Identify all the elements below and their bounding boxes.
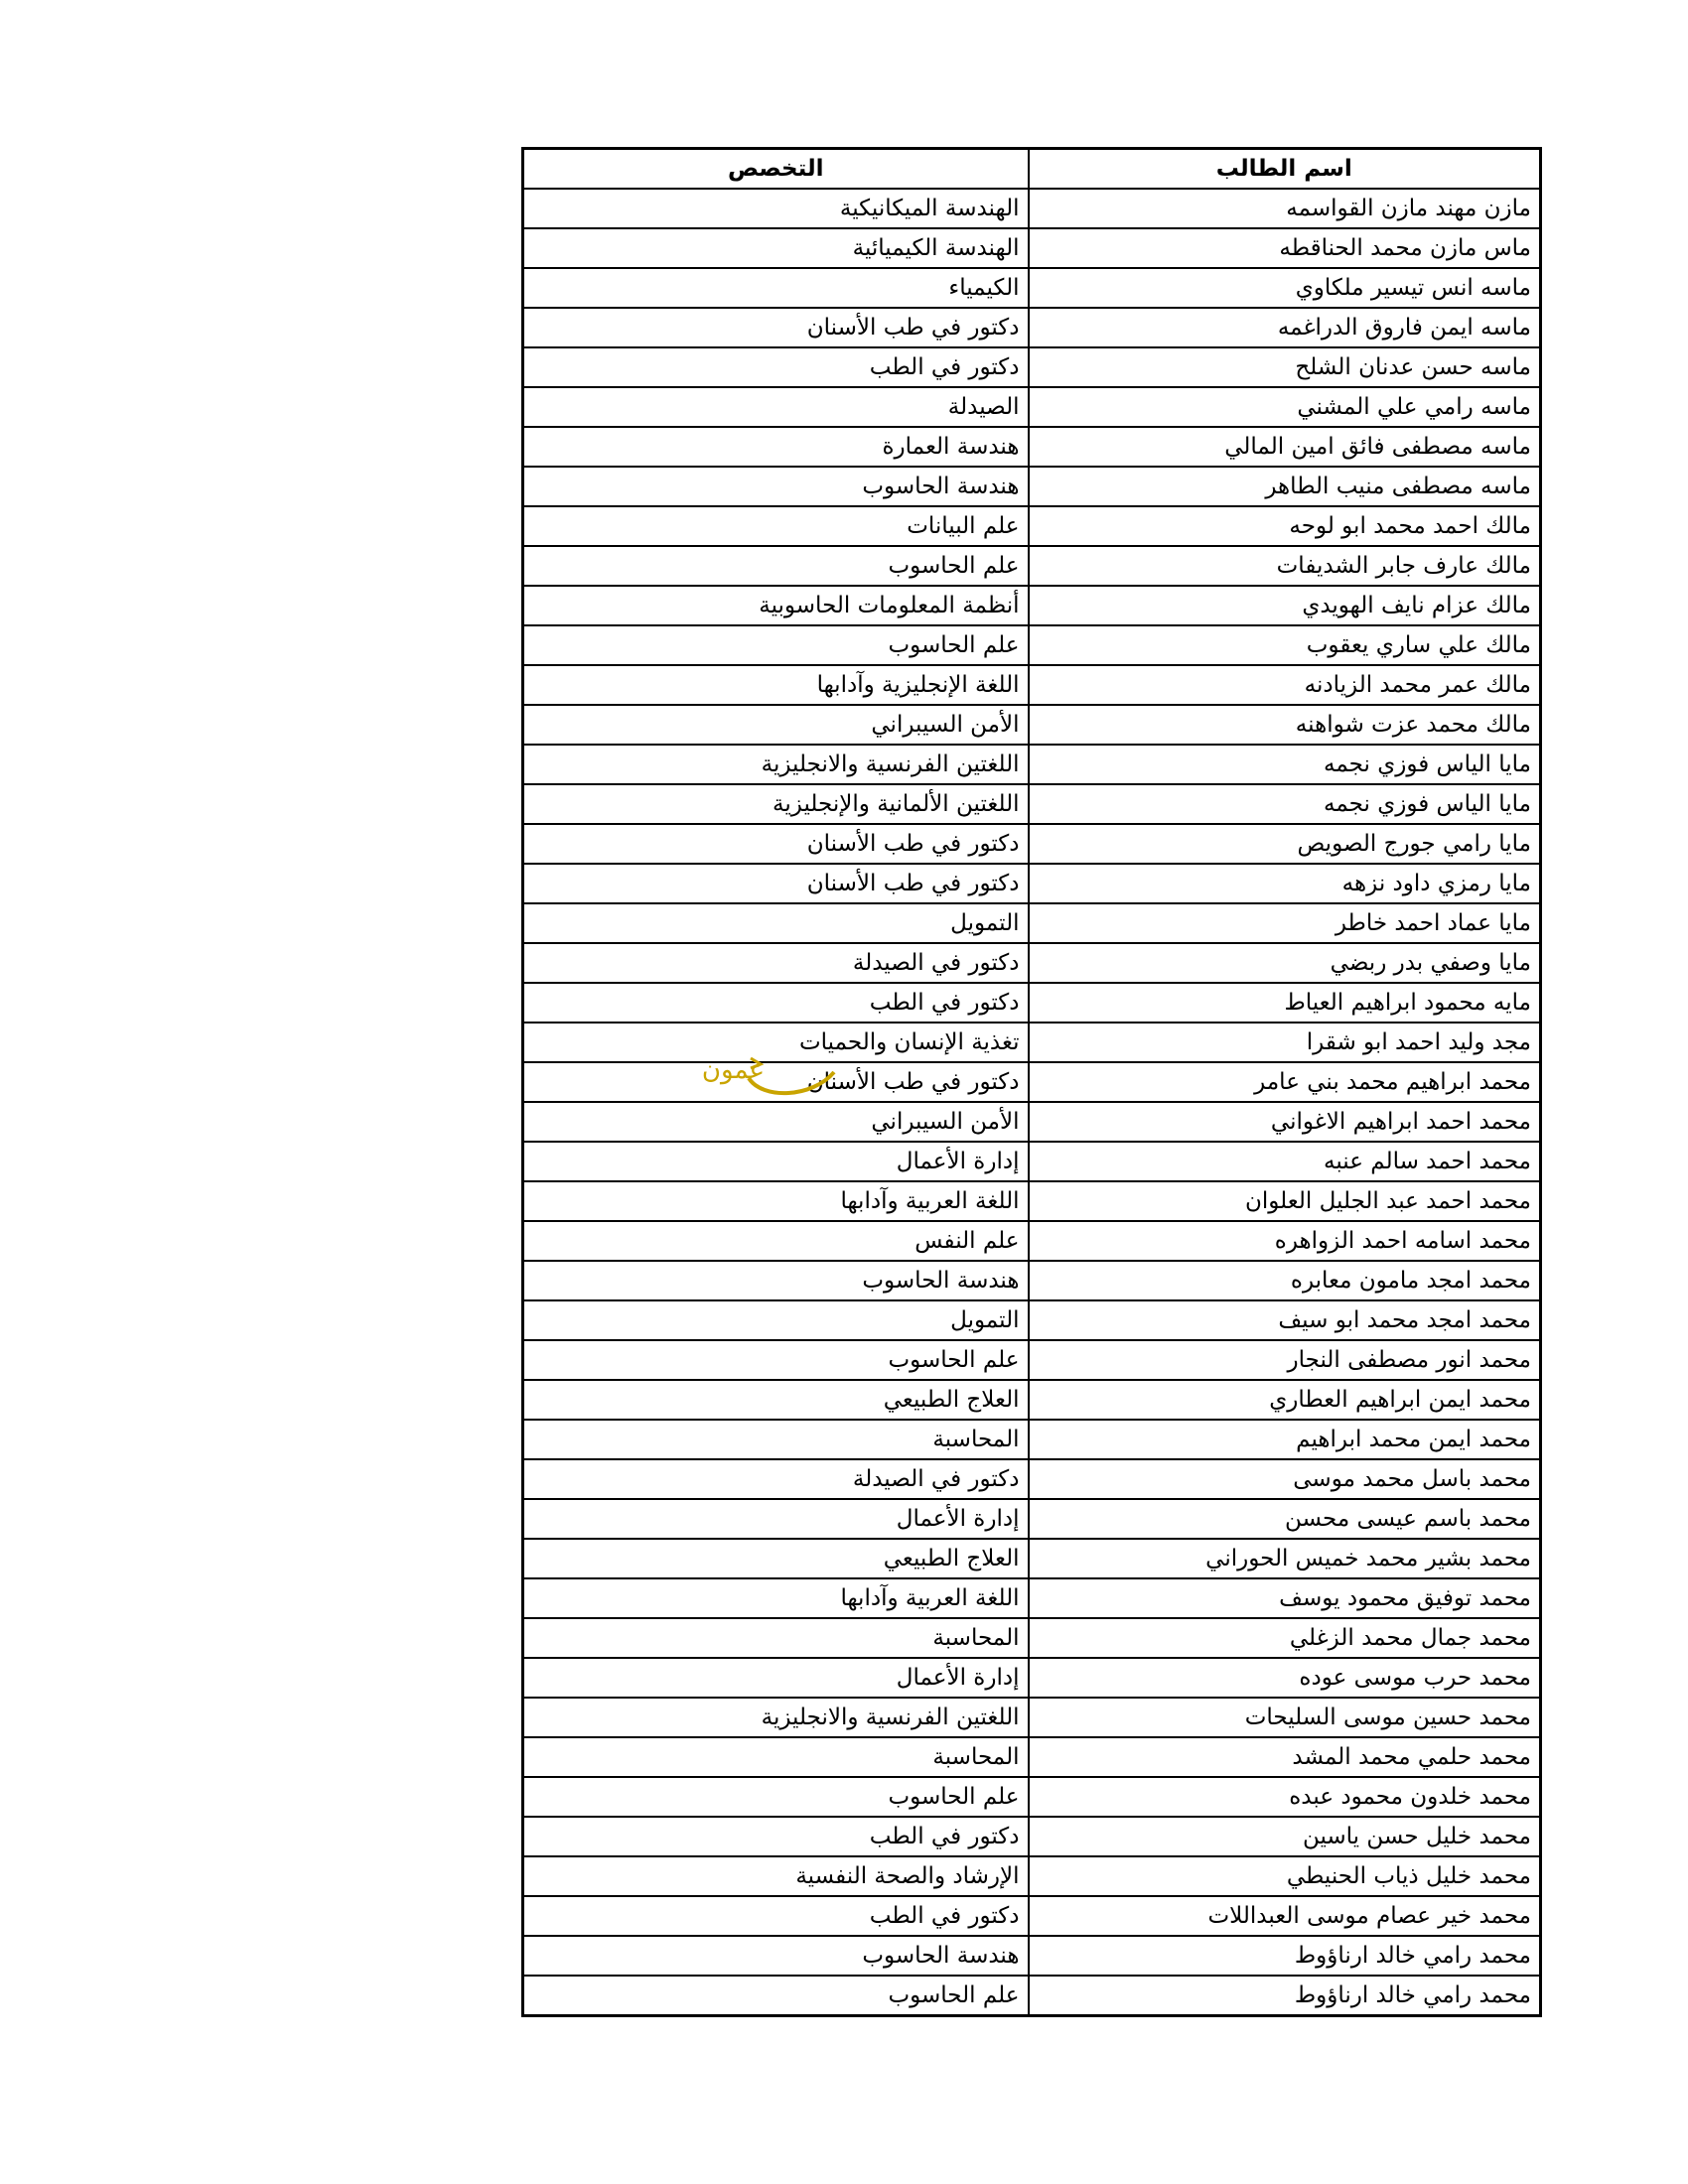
student-name-cell: محمد ايمن ابراهيم العطاري bbox=[1029, 1380, 1541, 1420]
table-row bbox=[523, 1777, 1541, 1817]
student-name-cell: محمد انور مصطفى النجار bbox=[1029, 1340, 1541, 1380]
major-cell: اللغتين الألمانية والإنجليزية bbox=[523, 784, 1029, 824]
table-row bbox=[523, 705, 1541, 745]
table-row bbox=[523, 1936, 1541, 1976]
major-cell: اللغة العربية وآدابها bbox=[523, 1578, 1029, 1618]
major-cell: اللغة الإنجليزية وآدابها bbox=[523, 665, 1029, 705]
student-name-cell: محمد اسامه احمد الزواهره bbox=[1029, 1221, 1541, 1261]
table-row bbox=[523, 1856, 1541, 1896]
table-row bbox=[523, 228, 1541, 268]
student-name-cell: ماسه رامي علي المشني bbox=[1029, 387, 1541, 427]
student-name-cell: محمد باسم عيسى محسن bbox=[1029, 1499, 1541, 1539]
student-name-cell: ماسه مصطفى فائق امين المالي bbox=[1029, 427, 1541, 467]
watermark-logo bbox=[701, 1042, 842, 1102]
major-cell: علم البيانات bbox=[523, 506, 1029, 546]
student-name-cell: محمد حسين موسى السليحات bbox=[1029, 1698, 1541, 1737]
student-name-cell: محمد خليل ذياب الحنيطي bbox=[1029, 1856, 1541, 1896]
table-row bbox=[523, 189, 1541, 228]
student-name-cell: محمد رامي خالد ارناؤوط bbox=[1029, 1936, 1541, 1976]
table-row bbox=[523, 1420, 1541, 1459]
students-table bbox=[521, 147, 1542, 2017]
major-cell: دكتور في طب الأسنان bbox=[523, 864, 1029, 903]
major-cell: دكتور في الطب bbox=[523, 983, 1029, 1023]
major-cell: التمويل bbox=[523, 903, 1029, 943]
major-cell: علم النفس bbox=[523, 1221, 1029, 1261]
table-row bbox=[523, 1698, 1541, 1737]
major-cell: علم الحاسوب bbox=[523, 625, 1029, 665]
major-cell: علم الحاسوب bbox=[523, 1976, 1029, 2016]
table-row bbox=[523, 1976, 1541, 2016]
student-name-cell: مايا رامي جورج الصويص bbox=[1029, 824, 1541, 864]
student-name-cell: ماس مازن محمد الحناقطه bbox=[1029, 228, 1541, 268]
student-name-cell: مالك عزام نايف الهويدي bbox=[1029, 586, 1541, 625]
table-row bbox=[523, 1817, 1541, 1856]
major-cell: الأمن السيبراني bbox=[523, 705, 1029, 745]
student-name-cell: محمد احمد سالم عنبه bbox=[1029, 1142, 1541, 1181]
student-name-cell: مايا عماد احمد خاطر bbox=[1029, 903, 1541, 943]
table-row bbox=[523, 1618, 1541, 1658]
major-cell: دكتور في الطب bbox=[523, 347, 1029, 387]
major-cell: الهندسة الكيميائية bbox=[523, 228, 1029, 268]
major-cell: أنظمة المعلومات الحاسوبية bbox=[523, 586, 1029, 625]
student-name-cell: محمد حرب موسى عوده bbox=[1029, 1658, 1541, 1698]
table-row bbox=[523, 506, 1541, 546]
major-cell: دكتور في طب الأسنان bbox=[523, 824, 1029, 864]
table-row bbox=[523, 745, 1541, 784]
table-row bbox=[523, 1221, 1541, 1261]
major-cell: هندسة الحاسوب bbox=[523, 1936, 1029, 1976]
table-row bbox=[523, 546, 1541, 586]
table-row bbox=[523, 586, 1541, 625]
table-row bbox=[523, 467, 1541, 506]
table-row bbox=[523, 1499, 1541, 1539]
major-cell: هندسة العمارة bbox=[523, 427, 1029, 467]
student-name-cell: محمد ابراهيم محمد بني عامر bbox=[1029, 1062, 1541, 1102]
major-cell: إدارة الأعمال bbox=[523, 1658, 1029, 1698]
student-name-cell: محمد احمد ابراهيم الاغواني bbox=[1029, 1102, 1541, 1142]
major-cell: الأمن السيبراني bbox=[523, 1102, 1029, 1142]
student-name-cell: محمد خليل حسن ياسين bbox=[1029, 1817, 1541, 1856]
student-name-cell: محمد خلدون محمود عبده bbox=[1029, 1777, 1541, 1817]
major-cell: دكتور في طب الأسنان bbox=[523, 1062, 1029, 1102]
table-row bbox=[523, 308, 1541, 347]
major-cell: المحاسبة bbox=[523, 1737, 1029, 1777]
student-name-cell: مالك علي ساري يعقوب bbox=[1029, 625, 1541, 665]
table-row bbox=[523, 1459, 1541, 1499]
table-row bbox=[523, 1737, 1541, 1777]
student-name-cell: محمد رامي خالد ارناؤوط bbox=[1029, 1976, 1541, 2016]
table-row bbox=[523, 1578, 1541, 1618]
table-row bbox=[523, 625, 1541, 665]
table-row bbox=[523, 864, 1541, 903]
table-row bbox=[523, 1102, 1541, 1142]
table-row bbox=[523, 784, 1541, 824]
major-cell: دكتور في الطب bbox=[523, 1817, 1029, 1856]
table-row bbox=[523, 1261, 1541, 1300]
student-name-cell: محمد احمد عبد الجليل العلوان bbox=[1029, 1181, 1541, 1221]
table-row bbox=[523, 1658, 1541, 1698]
table-row bbox=[523, 665, 1541, 705]
student-name-cell: محمد ايمن محمد ابراهيم bbox=[1029, 1420, 1541, 1459]
table-row bbox=[523, 347, 1541, 387]
student-name-cell: محمد بشير محمد خميس الحوراني bbox=[1029, 1539, 1541, 1578]
table-row bbox=[523, 943, 1541, 983]
major-header: التخصص bbox=[523, 149, 1029, 190]
student-name-cell: مالك عمر محمد الزيادنه bbox=[1029, 665, 1541, 705]
student-name-cell: مايا وصفي بدر ربضي bbox=[1029, 943, 1541, 983]
major-cell: دكتور في الطب bbox=[523, 1896, 1029, 1936]
student-name-cell: مالك محمد عزت شواهنه bbox=[1029, 705, 1541, 745]
student-name-cell: محمد توفيق محمود يوسف bbox=[1029, 1578, 1541, 1618]
table-row bbox=[523, 1023, 1541, 1062]
student-name-cell: مايا الياس فوزي نجمه bbox=[1029, 784, 1541, 824]
students-table-body bbox=[523, 189, 1541, 2016]
table-row bbox=[523, 387, 1541, 427]
major-cell: دكتور في الصيدلة bbox=[523, 943, 1029, 983]
student-name-cell: مالك عارف جابر الشديفات bbox=[1029, 546, 1541, 586]
major-cell: إدارة الأعمال bbox=[523, 1142, 1029, 1181]
student-name-cell: مجد وليد احمد ابو شقرا bbox=[1029, 1023, 1541, 1062]
table-row bbox=[523, 268, 1541, 308]
table-row bbox=[523, 427, 1541, 467]
major-cell: الكيمياء bbox=[523, 268, 1029, 308]
table-row bbox=[523, 1300, 1541, 1340]
major-cell: هندسة الحاسوب bbox=[523, 467, 1029, 506]
student-name-cell: مازن مهند مازن القواسمه bbox=[1029, 189, 1541, 228]
student-name-cell: ماسه حسن عدنان الشلح bbox=[1029, 347, 1541, 387]
major-cell: دكتور في طب الأسنان bbox=[523, 308, 1029, 347]
major-cell: دكتور في الصيدلة bbox=[523, 1459, 1029, 1499]
table-row bbox=[523, 1539, 1541, 1578]
student-name-cell: مايا رمزي داود نزهه bbox=[1029, 864, 1541, 903]
major-cell: العلاج الطبيعي bbox=[523, 1539, 1029, 1578]
major-cell: علم الحاسوب bbox=[523, 1777, 1029, 1817]
student-name-cell: ماسه مصطفى منيب الطاهر bbox=[1029, 467, 1541, 506]
table-row bbox=[523, 1142, 1541, 1181]
major-cell: اللغة العربية وآدابها bbox=[523, 1181, 1029, 1221]
student-name-cell: محمد خير عصام موسى العبداللات bbox=[1029, 1896, 1541, 1936]
student-name-cell: محمد امجد مامون معابره bbox=[1029, 1261, 1541, 1300]
student-name-cell: مايا الياس فوزي نجمه bbox=[1029, 745, 1541, 784]
student-name-cell: محمد جمال محمد الزغلي bbox=[1029, 1618, 1541, 1658]
table-row bbox=[523, 1181, 1541, 1221]
student-name-cell: محمد امجد محمد ابو سيف bbox=[1029, 1300, 1541, 1340]
major-cell: الصيدلة bbox=[523, 387, 1029, 427]
major-cell: هندسة الحاسوب bbox=[523, 1261, 1029, 1300]
student-name-cell: محمد باسل محمد موسى bbox=[1029, 1459, 1541, 1499]
table-row bbox=[523, 1896, 1541, 1936]
major-cell: إدارة الأعمال bbox=[523, 1499, 1029, 1539]
student-name-cell: مالك احمد محمد ابو لوحه bbox=[1029, 506, 1541, 546]
major-cell: اللغتين الفرنسية والانجليزية bbox=[523, 1698, 1029, 1737]
major-cell: الهندسة الميكانيكية bbox=[523, 189, 1029, 228]
student-name-cell: مايه محمود ابراهيم العياط bbox=[1029, 983, 1541, 1023]
table-row bbox=[523, 1340, 1541, 1380]
student-name-cell: ماسه انس تيسير ملكاوي bbox=[1029, 268, 1541, 308]
major-cell: تغذية الإنسان والحميات bbox=[523, 1023, 1029, 1062]
table-row bbox=[523, 903, 1541, 943]
table-row bbox=[523, 983, 1541, 1023]
student-name-cell: ماسه ايمن فاروق الدراغمه bbox=[1029, 308, 1541, 347]
major-cell: المحاسبة bbox=[523, 1618, 1029, 1658]
table-row bbox=[523, 1380, 1541, 1420]
major-cell: العلاج الطبيعي bbox=[523, 1380, 1029, 1420]
major-cell: الإرشاد والصحة النفسية bbox=[523, 1856, 1029, 1896]
student-name-header: اسم الطالب bbox=[1029, 149, 1541, 190]
student-name-cell: محمد حلمي محمد المشد bbox=[1029, 1737, 1541, 1777]
table-row bbox=[523, 824, 1541, 864]
major-cell: التمويل bbox=[523, 1300, 1029, 1340]
table-row bbox=[523, 1062, 1541, 1102]
major-cell: المحاسبة bbox=[523, 1420, 1029, 1459]
major-cell: علم الحاسوب bbox=[523, 1340, 1029, 1380]
table-header-row bbox=[523, 149, 1541, 190]
svg-text:عمون: عمون bbox=[701, 1055, 765, 1085]
major-cell: اللغتين الفرنسية والانجليزية bbox=[523, 745, 1029, 784]
major-cell: علم الحاسوب bbox=[523, 546, 1029, 586]
